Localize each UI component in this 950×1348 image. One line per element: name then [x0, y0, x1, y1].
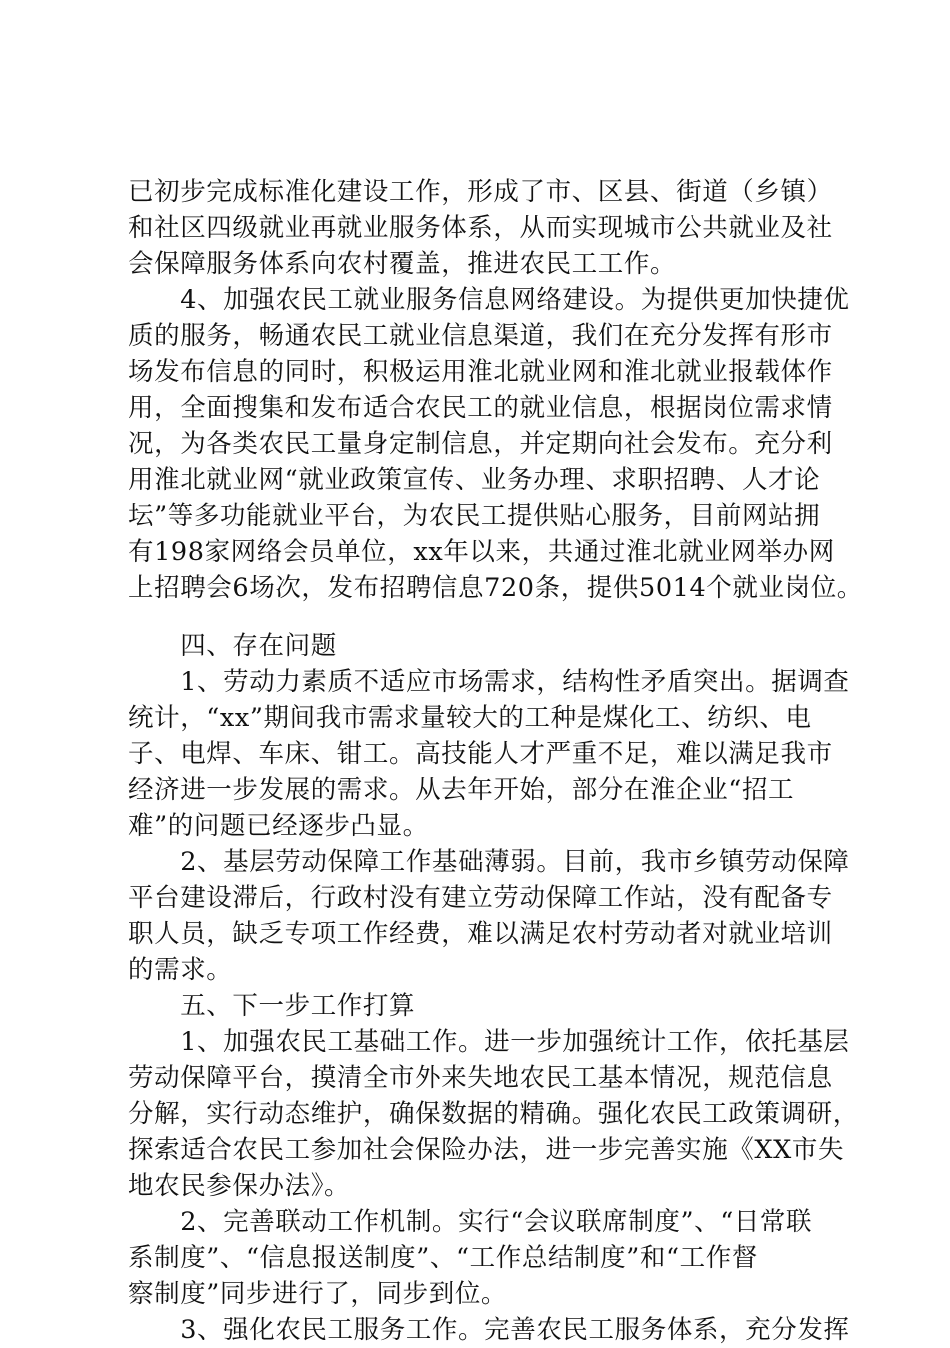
text-line: 职人员，缺乏专项工作经费，难以满足农村劳动者对就业培训: [128, 919, 833, 949]
text-line: 用，全面搜集和发布适合农民工的就业信息，根据岗位需求情: [128, 393, 833, 423]
text-line: 子、电焊、车床、钳工。高技能人才严重不足，难以满足我市: [128, 739, 833, 769]
text-line: 有198家网络会员单位，xx年以来，共通过淮北就业网举办网: [128, 537, 835, 567]
text-line: 场发布信息的同时，积极运用淮北就业网和淮北就业报载体作: [128, 357, 833, 387]
text-line: 的需求。: [128, 955, 233, 985]
text-line: 难”的问题已经逐步凸显。: [128, 811, 429, 841]
text-line: 1、劳动力素质不适应市场需求，结构性矛盾突出。据调查: [128, 667, 850, 697]
text-line: 1、加强农民工基础工作。进一步加强统计工作，依托基层: [128, 1027, 850, 1057]
text-line: 坛”等多功能就业平台，为农民工提供贴心服务，目前网站拥: [128, 501, 821, 531]
text-line: 平台建设滞后，行政村没有建立劳动保障工作站，没有配备专: [128, 883, 833, 913]
text-line: 2、完善联动工作机制。实行“会议联席制度”、“日常联: [128, 1207, 813, 1237]
text-line: 3、强化农民工服务工作。完善农民工服务体系，充分发挥: [128, 1315, 850, 1345]
section-heading: 五、下一步工作打算: [128, 991, 416, 1021]
text-line: 和社区四级就业再就业服务体系，从而实现城市公共就业及社: [128, 213, 833, 243]
text-line: 系制度”、“信息报送制度”、“工作总结制度”和“工作督: [128, 1243, 758, 1273]
text-line: 劳动保障平台，摸清全市外来失地农民工基本情况，规范信息: [128, 1063, 833, 1093]
text-line: 用淮北就业网“就业政策宣传、业务办理、求职招聘、人才论: [128, 465, 821, 495]
section-heading: 四、存在问题: [128, 631, 337, 661]
text-line: 会保障服务体系向农村覆盖，推进农民工工作。: [128, 249, 677, 279]
text-line: 地农民参保办法》。: [128, 1171, 351, 1201]
text-line: 统计，“xx”期间我市需求量较大的工种是煤化工、纺织、电: [128, 703, 812, 733]
text-line: 况，为各类农民工量身定制信息，并定期向社会发布。充分利: [128, 429, 833, 459]
text-line: 探索适合农民工参加社会保险办法，进一步完善实施《XX市失: [128, 1135, 845, 1165]
text-line: 质的服务，畅通农民工就业信息渠道，我们在充分发挥有形市: [128, 321, 833, 351]
text-line: 察制度”同步进行了，同步到位。: [128, 1279, 508, 1309]
text-line: 2、基层劳动保障工作基础薄弱。目前，我市乡镇劳动保障: [128, 847, 850, 877]
text-line: 经济进一步发展的需求。从去年开始，部分在淮企业“招工: [128, 775, 795, 805]
text-line: 分解，实行动态维护，确保数据的精确。强化农民工政策调研，: [128, 1099, 859, 1129]
text-line: 4、加强农民工就业服务信息网络建设。为提供更加快捷优: [128, 285, 850, 315]
text-line: 上招聘会6场次，发布招聘信息720条，提供5014个就业岗位。: [128, 573, 863, 603]
text-line: 已初步完成标准化建设工作，形成了市、区县、街道（乡镇）: [128, 177, 833, 207]
